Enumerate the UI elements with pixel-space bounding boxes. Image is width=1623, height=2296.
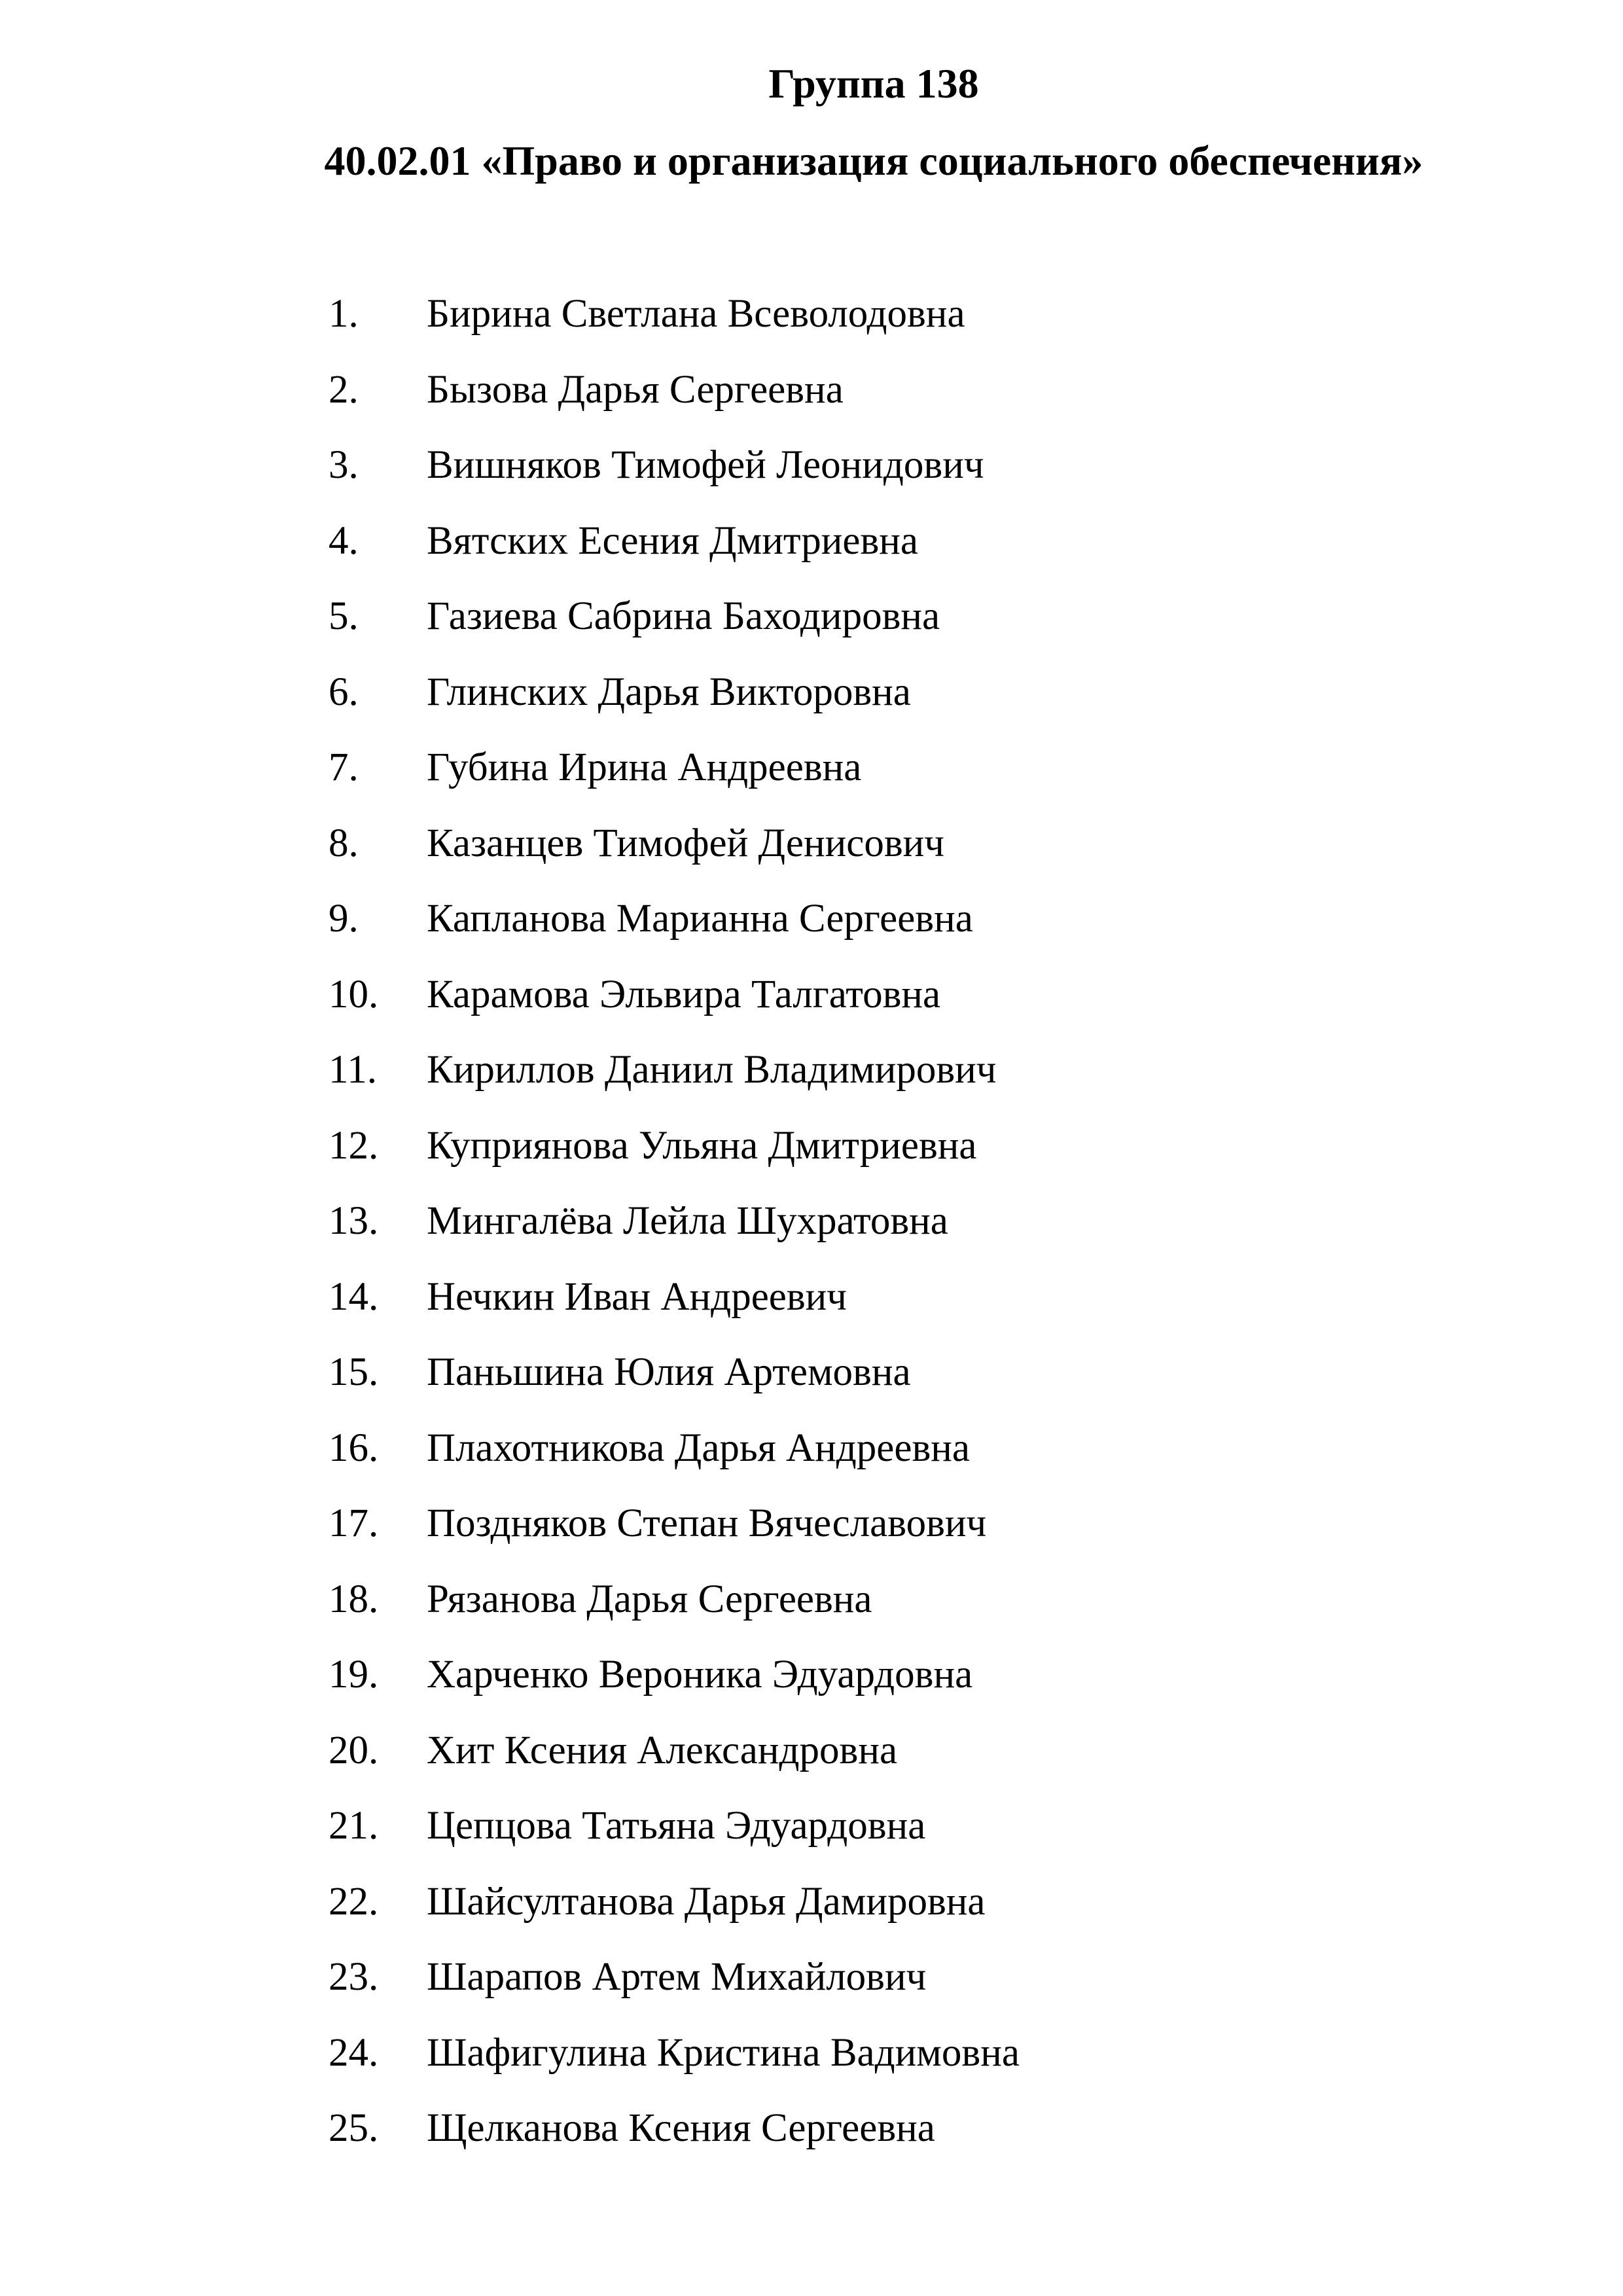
list-item (0, 661, 1623, 737)
item-number: 24. (329, 2030, 379, 2075)
list-item (0, 1039, 1623, 1115)
student-name: Кириллов Даниил Владимирович (427, 1048, 997, 1092)
item-number: 7. (329, 745, 359, 789)
item-number: 11. (329, 1048, 377, 1092)
student-name: Цепцова Татьяна Эдуардовна (427, 1804, 926, 1848)
student-name: Шарапов Артем Михайлович (427, 1955, 927, 1999)
list-item (0, 1871, 1623, 1946)
student-name: Казанцев Тимофей Денисович (427, 821, 944, 865)
group-title: Группа 138 (768, 60, 979, 107)
student-name: Харченко Вероника Эдуардовна (427, 1653, 973, 1696)
student-name: Шайсултанова Дарья Дамировна (427, 1879, 986, 1924)
list-item (0, 283, 1623, 359)
student-name: Капланова Марианна Сергеевна (427, 897, 973, 941)
student-name: Шафигулина Кристина Вадимовна (427, 2030, 1020, 2075)
item-number: 8. (329, 821, 359, 865)
student-name: Паньшина Юлия Артемовна (427, 1350, 911, 1394)
list-item (0, 2022, 1623, 2098)
list-item (0, 888, 1623, 963)
item-number: 22. (329, 1879, 379, 1924)
item-number: 21. (329, 1804, 379, 1848)
student-name: Губина Ирина Андреевна (427, 745, 862, 789)
student-name: Мингалёва Лейла Шухратовна (427, 1199, 948, 1243)
list-item (0, 1190, 1623, 1266)
student-name: Вятских Есения Дмитриевна (427, 518, 919, 563)
item-number: 23. (329, 1955, 379, 1999)
list-item (0, 1946, 1623, 2022)
item-number: 2. (329, 367, 359, 412)
item-number: 16. (329, 1426, 379, 1470)
list-item (0, 812, 1623, 888)
item-number: 1. (329, 292, 359, 336)
item-number: 20. (329, 1728, 379, 1772)
student-name: Бызова Дарья Сергеевна (427, 367, 844, 412)
list-item (0, 434, 1623, 510)
list-item (0, 1115, 1623, 1191)
student-name: Вишняков Тимофей Леонидович (427, 443, 984, 487)
item-number: 6. (329, 670, 359, 714)
item-number: 19. (329, 1653, 379, 1696)
list-item (0, 2097, 1623, 2173)
item-number: 10. (329, 972, 379, 1016)
item-number: 12. (329, 1123, 379, 1168)
student-name: Хит Ксения Александровна (427, 1728, 898, 1772)
student-name: Карамова Эльвира Талгатовна (427, 972, 941, 1016)
student-name: Поздняков Степан Вячеславович (427, 1501, 987, 1545)
student-name: Рязанова Дарья Сергеевна (427, 1577, 872, 1621)
item-number: 4. (329, 518, 359, 563)
list-item (0, 1492, 1623, 1568)
list-item (0, 963, 1623, 1039)
item-number: 18. (329, 1577, 379, 1621)
student-name: Газиева Сабрина Баходировна (427, 594, 940, 638)
student-name: Плахотникова Дарья Андреевна (427, 1426, 970, 1470)
list-item (0, 1266, 1623, 1342)
item-number: 25. (329, 2106, 379, 2150)
student-name: Щелканова Ксения Сергеевна (427, 2106, 935, 2150)
list-item (0, 585, 1623, 661)
item-number: 17. (329, 1501, 379, 1545)
list-item (0, 1643, 1623, 1719)
item-number: 9. (329, 897, 359, 941)
list-item (0, 359, 1623, 435)
student-name: Куприянова Ульяна Дмитриевна (427, 1123, 977, 1168)
student-name: Бирина Светлана Всеволодовна (427, 292, 965, 336)
student-list (0, 283, 1623, 2173)
item-number: 15. (329, 1350, 379, 1394)
item-number: 5. (329, 594, 359, 638)
item-number: 14. (329, 1274, 379, 1319)
program-title: 40.02.01 «Право и организация социального обеспечения» (324, 137, 1423, 184)
student-name: Глинских Дарья Викторовна (427, 670, 911, 714)
list-item (0, 1568, 1623, 1644)
list-item (0, 1719, 1623, 1795)
list-item (0, 1417, 1623, 1493)
item-number: 3. (329, 443, 359, 487)
list-item (0, 1341, 1623, 1417)
list-item (0, 736, 1623, 812)
item-number: 13. (329, 1199, 379, 1243)
list-item (0, 1795, 1623, 1871)
list-item (0, 510, 1623, 586)
student-name: Нечкин Иван Андреевич (427, 1274, 847, 1319)
